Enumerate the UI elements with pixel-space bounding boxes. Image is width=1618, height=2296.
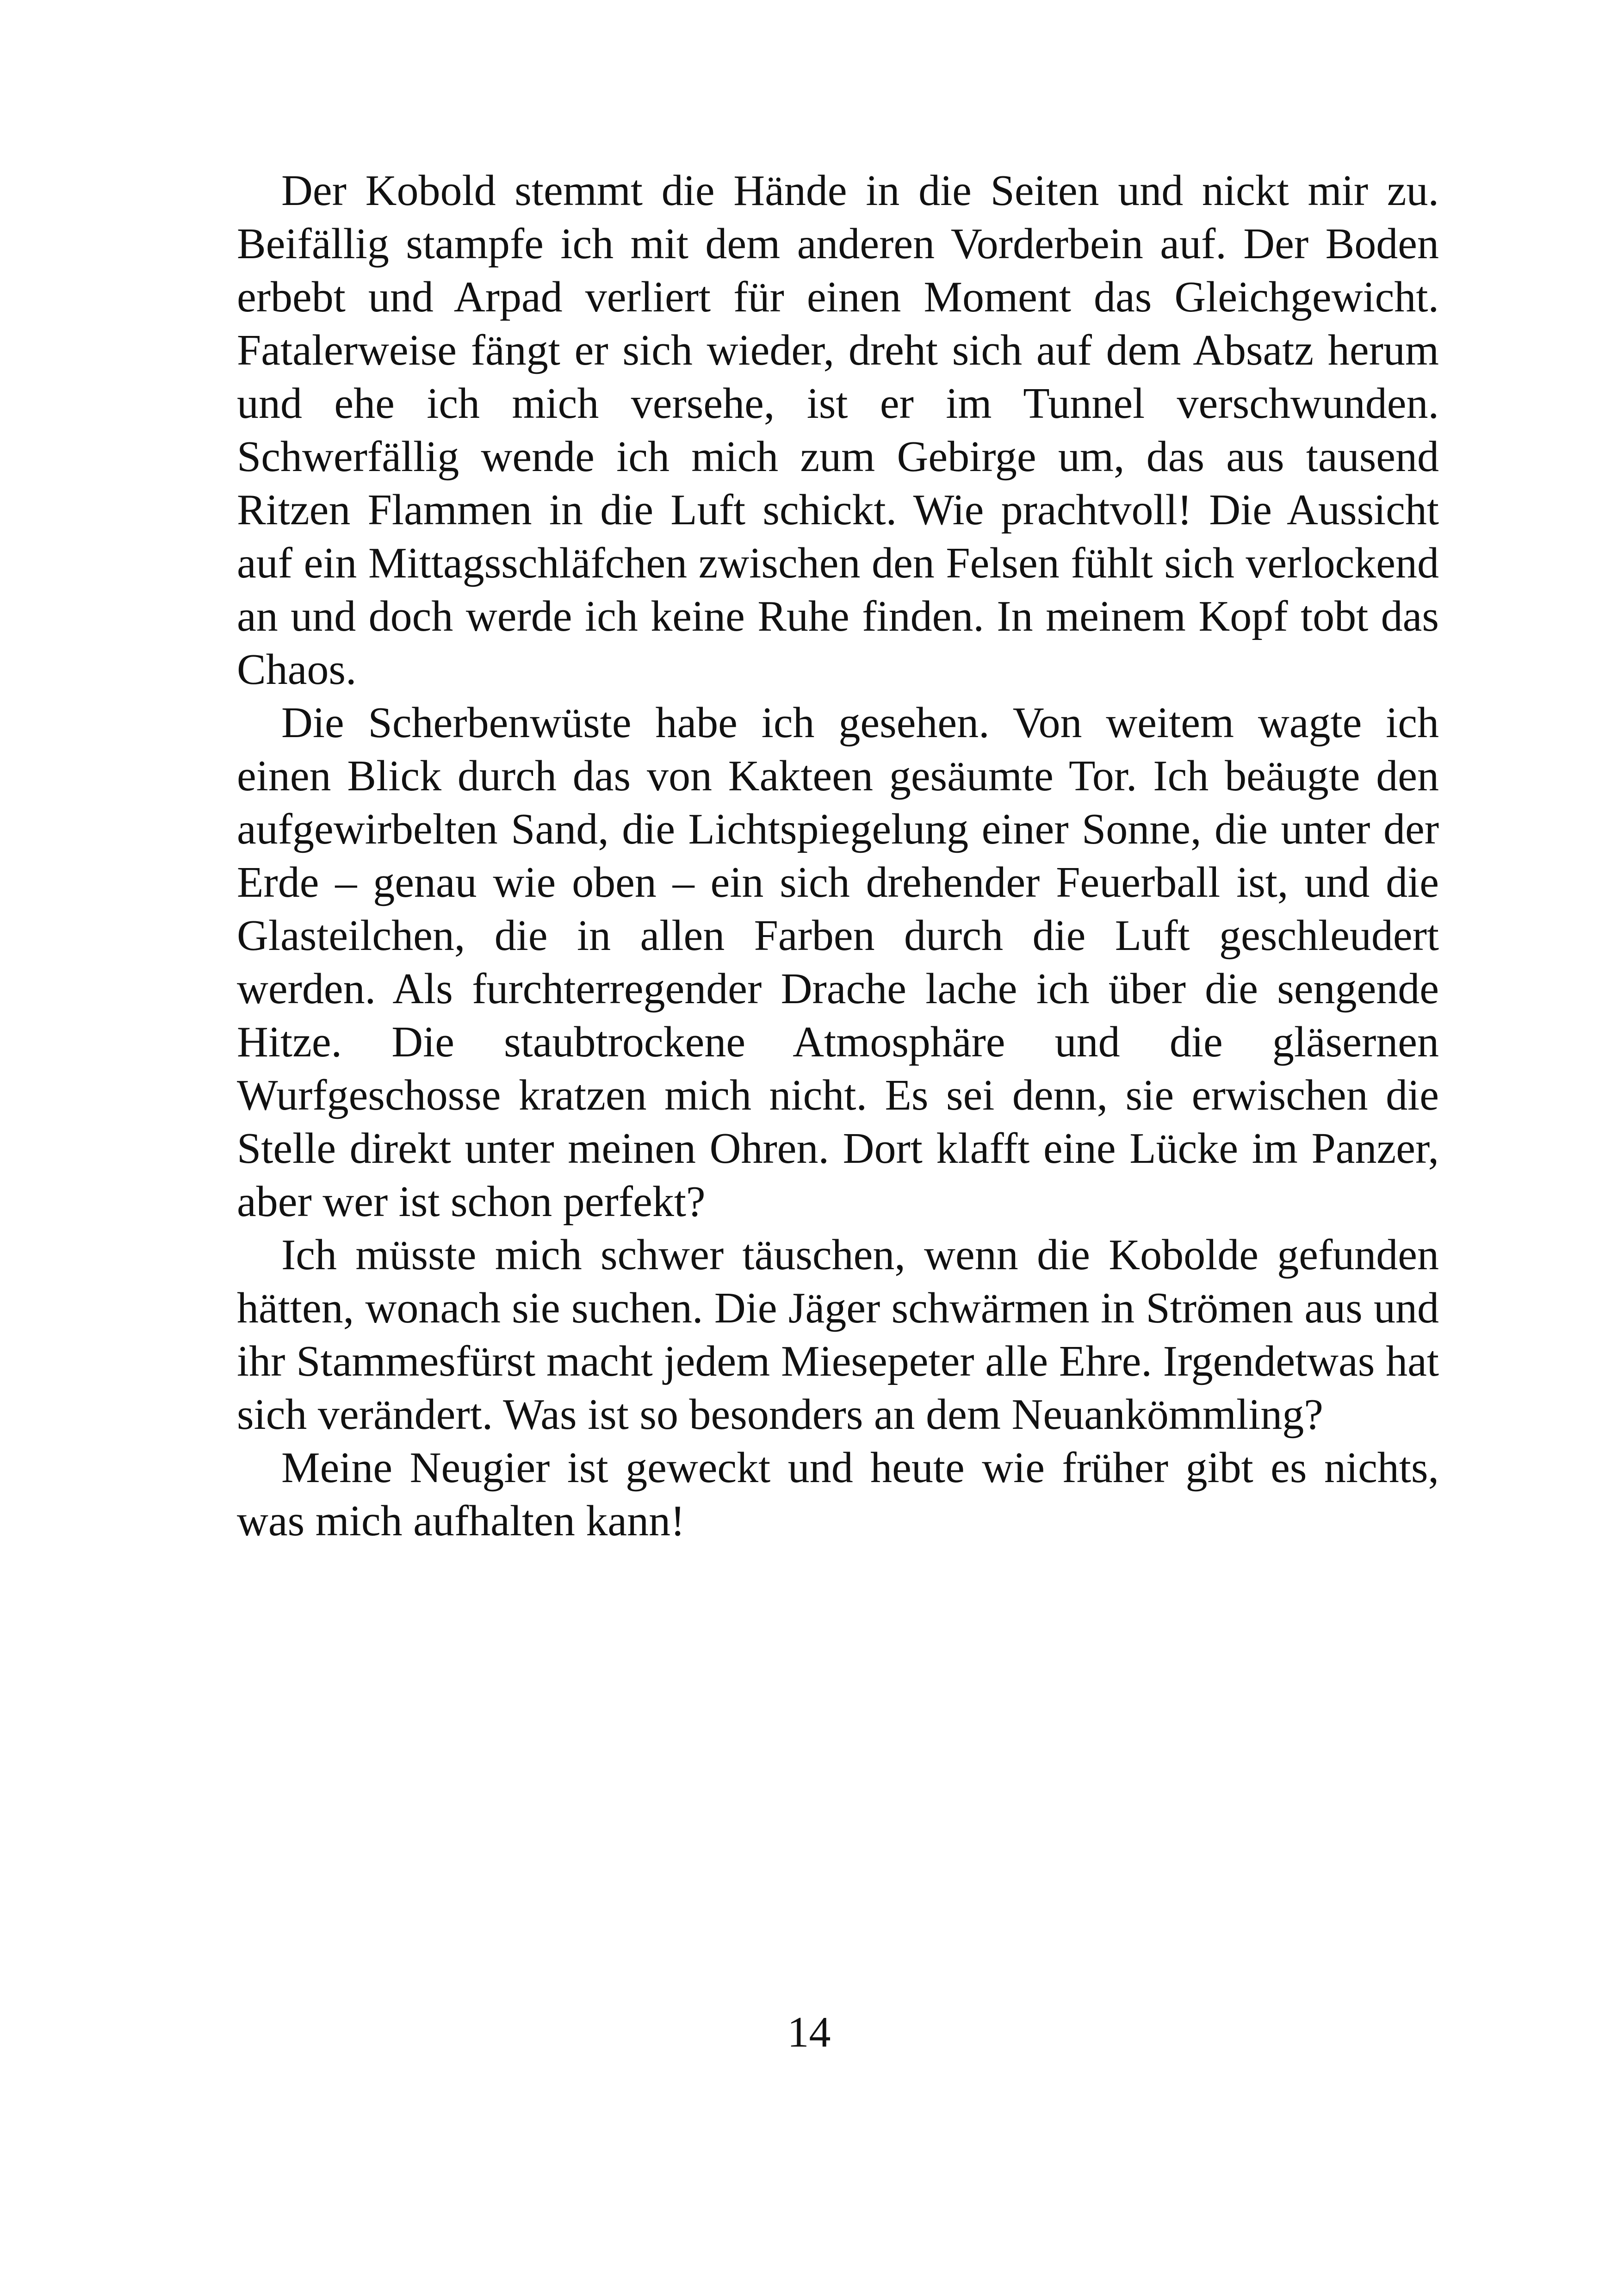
body-text	[237, 164, 1439, 1548]
paragraph-3: Ich müsste mich schwer täuschen, wenn die Kobolde gefunden hätten, wonach sie suchen. Die Jäger schwärmen in Strömen aus und ihr Stammesfürst macht jedem Miesepeter alle Ehre. Irgendetwas hat sich verändert. Was ist so besonders an dem Neuankömmling?	[237, 1231, 1439, 1439]
paragraph-2: Die Scherbenwüste habe ich gesehen. Von weitem wagte ich einen Blick durch das von Kakteen gesäumte Tor. Ich beäugte den aufgewirbelten Sand, die Lichtspiegelung einer Sonne, die unter der Erde – genau wie oben – ein sich drehender Feuerball ist, und die Glasteilchen, die in allen Farben durch die Luft geschleudert werden. Als furchterregender Drache lache ich über die sengende Hitze. Die staubtrockene Atmosphäre und die gläsernen Wurfgeschosse kratzen mich nicht. Es sei denn, sie erwischen die Stelle direkt unter meinen Ohren. Dort klafft eine Lücke im Panzer, aber wer ist schon perfekt?	[237, 699, 1439, 1226]
paragraph-4: Meine Neugier ist geweckt und heute wie früher gibt es nichts, was mich aufhalten kann!	[237, 1444, 1439, 1545]
paragraph-1: Der Kobold stemmt die Hände in die Seiten und nickt mir zu. Beifällig stampfe ich mit dem anderen Vorderbein auf. Der Boden erbebt und Arpad verliert für einen Moment das Gleichgewicht. Fatalerweise fängt er sich wieder, dreht sich auf dem Absatz herum und ehe ich mich versehe, ist er im Tunnel verschwunden. Schwerfällig wende ich mich zum Gebirge um, das aus tausend Ritzen Flammen in die Luft schickt. Wie prachtvoll! Die Aussicht auf ein Mittagsschläfchen zwischen den Felsen fühlt sich verlockend an und doch werde ich keine Ruhe finden. In meinem Kopf tobt das Chaos.	[237, 167, 1439, 694]
page-number: 14	[787, 2008, 831, 2056]
